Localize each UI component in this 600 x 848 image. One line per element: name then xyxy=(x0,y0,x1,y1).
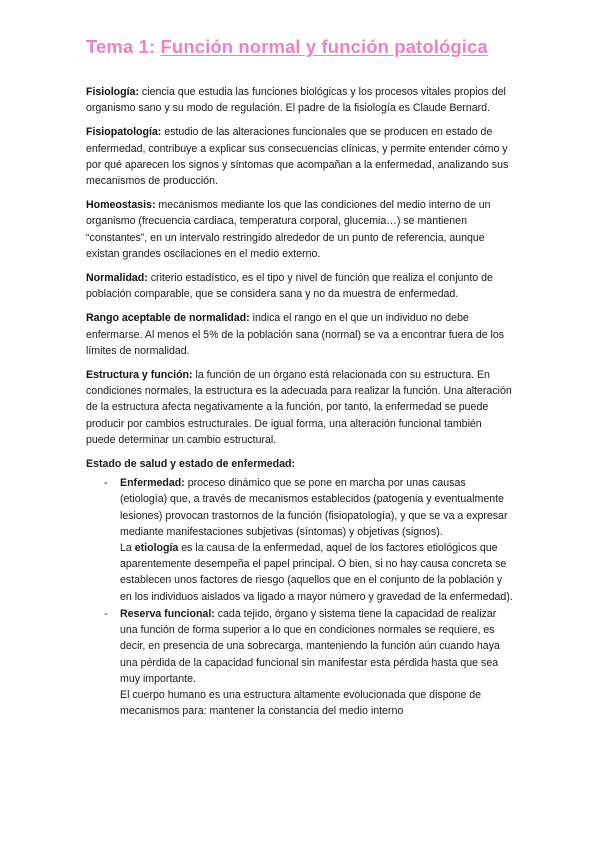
definition: la función de un órgano está relacionada con su estructura. En condiciones normales, la estructura es la adecuada para realizar la función. Una alteración de la estructura afecta negativamente a la función, por tanto, la enfermedad se puede producir por cambios estructurales. De igual forma, una alteración funcional también puede determinar un cambio estructural. xyxy=(86,369,512,446)
paragraph-rango-normalidad xyxy=(86,310,514,359)
term: Fisiopatología: xyxy=(86,126,162,139)
sub-paragraph: La etiología es la causa de la enfermedad, aquel de los factores etiológicos que aparentemente desempeña el papel principal. O bien, si no hay causa concreta se establecen unos factores de riesgo (aquellos que en el conjunto de la población y en los individuos aislados va ligado a mayor número y gravedad de la enfermedad). xyxy=(120,542,513,603)
title-prefix: Tema xyxy=(86,36,139,57)
sub-paragraph: El cuerpo humano es una estructura altamente evolucionada que dispone de mecanismos para: mantener la constancia del medio interno xyxy=(120,688,482,718)
bullet-list xyxy=(86,475,514,719)
paragraph-fisiologia xyxy=(86,84,514,116)
list-item-reserva-funcional xyxy=(104,606,514,719)
definition: mecanismos mediante los que las condiciones del medio interno de un organismo (frecuencia cardiaca, temperatura corporal, glucemia…) se mantienen “constantes”, en un intervalo restringido alrededor de un punto de referencia, aunque existan grandes oscilaciones en el medio externo. xyxy=(86,199,491,260)
term: Estructura y función: xyxy=(86,369,193,382)
bullet-dash: - xyxy=(104,477,108,490)
term: Reserva funcional: xyxy=(120,607,215,620)
definition: indica el rango en el que un individuo no debe enfermarse. Al menos el 5% de la población sana (normal) se va a encontrar fuera de los límites de normalidad. xyxy=(86,312,505,357)
paragraph-normalidad xyxy=(86,270,514,302)
term: Rango aceptable de normalidad: xyxy=(86,312,250,325)
definition: cada tejido, órgano y sistema tiene la capacidad de realizar una función de forma superior a lo que en condiciones normales se requiere, es decir, en presencia de una sobrecarga, manteniendo la función aún cuando haya una pérdida de la capacidad funcional sin manifestar esta pérdida hasta que sea muy importante. xyxy=(120,607,500,685)
bullet-dash: - xyxy=(104,607,108,620)
title-name: Función normal y función patológica xyxy=(160,36,488,57)
paragraph-homeostasis xyxy=(86,197,514,262)
term: Normalidad: xyxy=(86,272,148,285)
section-heading: Estado de salud y estado de enfermedad: xyxy=(86,458,295,471)
definition: criterio estadístico, es el tipo y nivel de función que realiza el conjunto de población comparable, que se considera sana y no da muestra de enfermedad. xyxy=(86,272,493,301)
term: Homeostasis: xyxy=(86,199,156,212)
paragraph-fisiopatologia xyxy=(86,124,514,189)
list-item-enfermedad xyxy=(104,475,514,605)
sub-term: etiología xyxy=(134,542,179,555)
definition: estudio de las alteraciones funcionales que se producen en estado de enfermedad, contribuye a explicar sus consecuencias clínicas, y permite entender cómo y por qué aparecen los signos y síntomas que acompañan a la enfermedad, analizando sus mecanismos de producción. xyxy=(86,126,509,188)
term: Fisiología: xyxy=(86,86,139,98)
definition: proceso dinámico que se pone en marcha por unas causas (etiología) que, a través de mecanismos establecidos (patogenia y eventualmente lesiones) provocan trastornos de la función (fisiopatología), y que se va a expresar mediante manifestaciones subjetivas (síntomas) y objetivas (signos). xyxy=(120,477,508,538)
title-number: 1 xyxy=(138,36,149,57)
definition: ciencia que estudia las funciones biológicas y los procesos vitales propios del organismo sano y su modo de regulación. El padre de la fisiología es Claude Bernard. xyxy=(86,86,506,115)
title-separator: : xyxy=(149,36,161,57)
paragraph-estructura-funcion xyxy=(86,367,514,448)
term: Enfermedad: xyxy=(120,477,185,490)
page-title xyxy=(86,36,514,58)
